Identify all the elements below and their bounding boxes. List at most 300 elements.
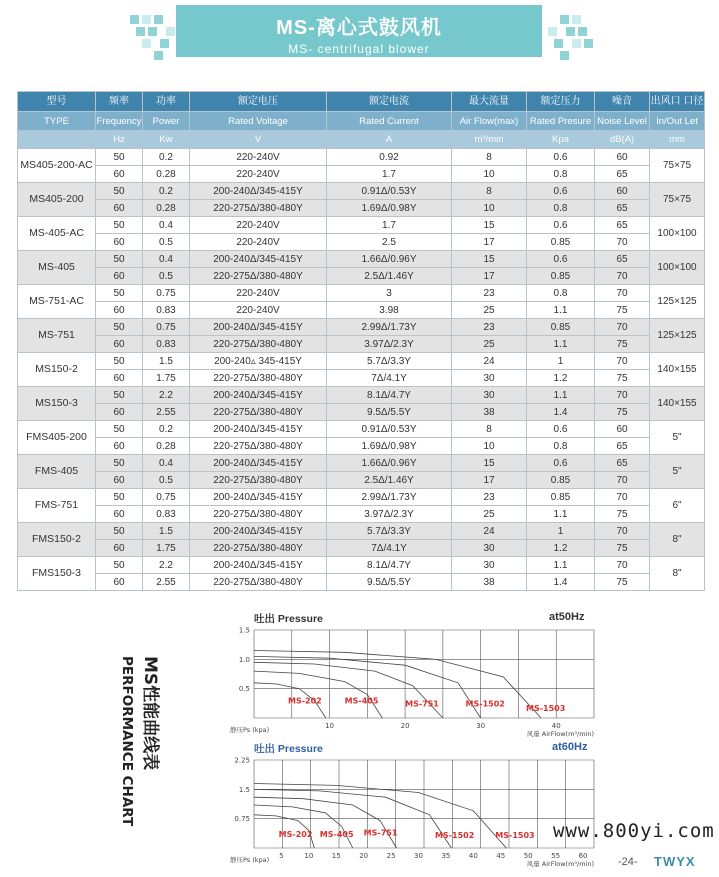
outlet-cell: 8" [650,557,705,591]
y-tick-label: 0.75 [234,815,250,824]
table-row [18,489,705,506]
table-cell: 5.7Δ/3.3Y [327,353,452,370]
table-cell: 17 [452,234,527,251]
model-cell: MS-751 [18,319,96,353]
x-axis-label: 风量 AirFlow(m³/min) [526,860,594,868]
decorative-square [154,51,163,60]
series-curve [254,805,353,848]
table-cell: 8 [452,421,527,438]
table-cell: 50 [96,285,143,302]
decorative-square [578,27,587,36]
table-cell: 0.2 [143,183,190,200]
decorative-square [148,27,157,36]
table-cell: 0.5 [143,234,190,251]
header-cell-en: Rated Presure [527,112,595,131]
header-cell-cn: 额定电压 [190,92,327,112]
table-cell: 220-240V [190,234,327,251]
table-cell: 0.4 [143,455,190,472]
table-cell: 50 [96,353,143,370]
decorative-square [154,15,163,24]
table-cell: 2.99Δ/1.73Y [327,319,452,336]
outlet-cell: 8" [650,523,705,557]
table-cell: 10 [452,438,527,455]
table-cell: 0.8 [527,438,595,455]
outlet-cell: 75×75 [650,149,705,183]
x-tick-label: 30 [414,852,423,860]
table-cell: 0.85 [527,268,595,285]
table-cell: 38 [452,404,527,421]
decorative-square [142,39,151,48]
table-cell: 70 [595,353,650,370]
brand-logo: TWYX [654,854,696,869]
table-cell: 3.98 [327,302,452,319]
table-cell: 60 [96,302,143,319]
table-row [18,370,705,387]
decorative-square [560,51,569,60]
y-tick-label: 0.5 [238,685,250,694]
header-cell-unit: Kpa [527,131,595,149]
model-cell: FMS-405 [18,455,96,489]
table-cell: 0.8 [527,200,595,217]
series-label: MS-405 [344,696,379,706]
table-row [18,217,705,234]
header-cell-unit: A [327,131,452,149]
table-cell: 200-240▵ 345-415Y [190,353,327,370]
table-cell: 1.66Δ/0.96Y [327,455,452,472]
table-row [18,268,705,285]
outlet-cell: 100×100 [650,217,705,251]
decorative-square [160,39,169,48]
table-cell: 0.85 [527,472,595,489]
spec-table-body [18,149,705,591]
table-cell: 220-275Δ/380-480Y [190,506,327,523]
table-cell: 60 [595,149,650,166]
table-cell: 70 [595,489,650,506]
decorative-square [560,15,569,24]
table-cell: 60 [96,472,143,489]
table-cell: 75 [595,336,650,353]
table-cell: 2.5 [327,234,452,251]
table-cell: 50 [96,387,143,404]
table-cell: 0.85 [527,234,595,251]
table-cell: 25 [452,336,527,353]
table-cell: 30 [452,387,527,404]
table-row [18,455,705,472]
table-cell: 70 [595,472,650,489]
x-tick-label: 20 [359,852,369,860]
table-cell: 15 [452,455,527,472]
y-axis-label: 静压Ps (kpa) [230,726,270,734]
table-cell: 0.6 [527,183,595,200]
table-cell: 65 [595,455,650,472]
table-cell: 0.83 [143,302,190,319]
table-cell: 0.75 [143,285,190,302]
table-cell: 15 [452,251,527,268]
table-cell: 70 [595,387,650,404]
table-cell: 60 [96,404,143,421]
header-cell-unit: m³/min [452,131,527,149]
table-cell: 24 [452,353,527,370]
table-cell: 60 [96,506,143,523]
outlet-cell: 75×75 [650,183,705,217]
table-row [18,472,705,489]
chart1-pressure-50hz [228,624,608,744]
table-cell: 70 [595,285,650,302]
table-cell: 0.4 [143,251,190,268]
table-row [18,523,705,540]
header-cell-unit: mm [650,131,705,149]
table-cell: 70 [595,523,650,540]
table-cell: 220-275Δ/380-480Y [190,438,327,455]
model-cell: MS-405-AC [18,217,96,251]
x-tick-label: 15 [331,852,341,860]
series-label: MS-751 [405,699,439,709]
table-cell: 30 [452,557,527,574]
outlet-cell: 125×125 [650,319,705,353]
outlet-cell: 140×155 [650,387,705,421]
table-row [18,574,705,591]
table-row [18,336,705,353]
table-cell: 1.69Δ/0.98Y [327,200,452,217]
table-cell: 1.69Δ/0.98Y [327,438,452,455]
table-cell: 3 [327,285,452,302]
y-tick-label: 1.0 [238,655,250,664]
table-cell: 9.5Δ/5.5Y [327,404,452,421]
table-cell: 2.55 [143,404,190,421]
table-row [18,540,705,557]
x-tick-label: 5 [279,852,284,860]
table-row [18,319,705,336]
y-tick-label: 1.5 [238,626,250,635]
table-cell: 0.6 [527,455,595,472]
table-cell: 0.75 [143,489,190,506]
table-cell: 65 [595,217,650,234]
table-row [18,353,705,370]
table-cell: 1.2 [527,370,595,387]
table-cell: 1.1 [527,506,595,523]
table-cell: 23 [452,285,527,302]
x-tick-label: 20 [400,722,410,730]
series-label: MS-1502 [465,699,505,709]
table-row [18,183,705,200]
table-cell: 50 [96,319,143,336]
table-cell: 1.1 [527,387,595,404]
table-cell: 1.75 [143,540,190,557]
outlet-cell: 125×125 [650,285,705,319]
header-cell-unit: V [190,131,327,149]
header-cell-en: TYPE [18,112,96,131]
header-row-en [18,112,705,131]
table-cell: 50 [96,217,143,234]
table-cell: 17 [452,268,527,285]
table-cell: 2.2 [143,557,190,574]
series-label: MS-1503 [495,830,535,840]
x-tick-label: 50 [523,852,533,860]
table-cell: 0.83 [143,336,190,353]
table-cell: 23 [452,489,527,506]
table-cell: 0.4 [143,217,190,234]
table-cell: 75 [595,574,650,591]
header-cell-cn: 出风口 口径 [650,92,705,112]
decorative-square [142,15,151,24]
table-cell: 0.2 [143,421,190,438]
table-cell: 1.5 [143,523,190,540]
header-cell-cn: 最大流量 [452,92,527,112]
table-row [18,149,705,166]
x-tick-label: 35 [441,852,451,860]
decorative-square [548,27,557,36]
table-cell: 50 [96,183,143,200]
header-cell-en: Noise Level [595,112,650,131]
header-row-cn [18,92,705,112]
page-subtitle: MS- centrifugal blower [288,42,430,56]
model-cell: FMS405-200 [18,421,96,455]
table-cell: 75 [595,506,650,523]
decorative-square [572,15,581,24]
website-url: www.800yi.com [553,820,715,842]
table-cell: 75 [595,404,650,421]
table-row [18,404,705,421]
chart1-frequency: at50Hz [549,611,585,623]
table-cell: 220-240V [190,217,327,234]
chart2-pressure-60hz [228,754,608,874]
outlet-cell: 6" [650,489,705,523]
table-cell: 0.28 [143,438,190,455]
decorative-square [166,27,175,36]
model-cell: MS-405 [18,251,96,285]
table-cell: 30 [452,370,527,387]
table-cell: 65 [595,200,650,217]
outlet-cell: 100×100 [650,251,705,285]
table-cell: 1.1 [527,557,595,574]
x-tick-label: 40 [551,722,561,730]
table-cell: 0.2 [143,149,190,166]
table-cell: 2.5Δ/1.46Y [327,472,452,489]
table-cell: 220-240V [190,149,327,166]
table-cell: 200-240Δ/345-415Y [190,557,327,574]
series-curve [254,797,397,848]
table-cell: 220-240V [190,166,327,183]
series-label: MS-405 [319,830,354,840]
header-cell-en: Air Flow(max) [452,112,527,131]
table-cell: 70 [595,319,650,336]
x-axis-label: 风量 AirFlow(m³/min) [526,730,594,738]
table-cell: 8.1Δ/4.7Y [327,387,452,404]
title-banner [176,5,542,57]
table-cell: 220-275Δ/380-480Y [190,268,327,285]
series-label: MS-202 [288,696,322,706]
decorative-square [584,39,593,48]
table-cell: 220-240V [190,302,327,319]
header-cell-unit: Hz [96,131,143,149]
x-tick-label: 60 [578,852,588,860]
table-cell: 200-240Δ/345-415Y [190,387,327,404]
table-cell: 60 [595,421,650,438]
table-row [18,506,705,523]
table-cell: 60 [96,540,143,557]
table-cell: 60 [96,438,143,455]
table-cell: 200-240Δ/345-415Y [190,421,327,438]
table-cell: 0.6 [527,149,595,166]
table-cell: 60 [595,183,650,200]
table-cell: 0.83 [143,506,190,523]
x-tick-label: 10 [325,722,335,730]
table-row [18,387,705,404]
header-cell-cn: 额定压力 [527,92,595,112]
table-cell: 8 [452,183,527,200]
x-tick-label: 55 [551,852,561,860]
series-label: MS-1503 [526,703,566,713]
model-cell: MS405-200 [18,183,96,217]
table-cell: 50 [96,523,143,540]
table-row [18,285,705,302]
table-cell: 220-275Δ/380-480Y [190,540,327,557]
table-cell: 17 [452,472,527,489]
table-cell: 25 [452,506,527,523]
table-cell: 75 [595,370,650,387]
header-cell-cn: 功率 [143,92,190,112]
table-cell: 0.28 [143,200,190,217]
series-label: MS-751 [363,828,398,838]
table-row [18,421,705,438]
table-cell: 1.66Δ/0.96Y [327,251,452,268]
table-cell: 60 [96,574,143,591]
y-tick-label: 2.25 [234,756,250,765]
table-cell: 1 [527,353,595,370]
table-cell: 220-275Δ/380-480Y [190,574,327,591]
decorative-square [136,27,145,36]
table-cell: 0.91Δ/0.53Y [327,421,452,438]
table-cell: 0.6 [527,217,595,234]
chart1-title: 吐出 Pressure [254,613,323,625]
x-tick-label: 30 [476,722,486,730]
side-title-cn: MS性能曲线表 [140,656,160,771]
header-cell-cn: 频率 [96,92,143,112]
table-cell: 50 [96,455,143,472]
header-cell-en: Power [143,112,190,131]
table-cell: 0.91Δ/0.53Y [327,183,452,200]
table-cell: 220-275Δ/380-480Y [190,200,327,217]
table-cell: 200-240Δ/345-415Y [190,183,327,200]
table-cell: 0.6 [527,251,595,268]
x-tick-label: 10 [304,852,314,860]
series-label: MS-1502 [434,830,475,840]
header-cell-cn: 型号 [18,92,96,112]
table-cell: 1.5 [143,353,190,370]
table-cell: 1.1 [527,336,595,353]
table-row [18,200,705,217]
page-header [0,0,719,78]
table-cell: 200-240Δ/345-415Y [190,251,327,268]
page-number: -24- [618,856,638,868]
header-cell-cn: 额定电流 [327,92,452,112]
table-cell: 60 [96,268,143,285]
outlet-cell: 140×155 [650,353,705,387]
table-cell: 3.97Δ/2.3Y [327,336,452,353]
performance-chart-side-title [117,654,177,844]
chart2-title: 吐出 Pressure [254,743,323,755]
table-cell: 0.85 [527,319,595,336]
table-cell: 220-240V [190,285,327,302]
model-cell: FMS-751 [18,489,96,523]
table-cell: 30 [452,540,527,557]
table-cell: 50 [96,489,143,506]
chart2-frequency: at60Hz [552,741,588,753]
table-cell: 2.5Δ/1.46Y [327,268,452,285]
table-cell: 10 [452,166,527,183]
table-cell: 220-275Δ/380-480Y [190,404,327,421]
table-cell: 5.7Δ/3.3Y [327,523,452,540]
table-cell: 9.5Δ/5.5Y [327,574,452,591]
decorative-square [554,39,563,48]
table-cell: 0.75 [143,319,190,336]
table-cell: 0.8 [527,166,595,183]
table-cell: 220-275Δ/380-480Y [190,370,327,387]
table-cell: 65 [595,251,650,268]
table-cell: 220-275Δ/380-480Y [190,472,327,489]
table-cell: 65 [595,438,650,455]
page-title: MS-离心式鼓风机 [276,17,442,39]
table-cell: 2.55 [143,574,190,591]
table-cell: 2.99Δ/1.73Y [327,489,452,506]
header-cell-en: Frequency [96,112,143,131]
y-axis-label: 静压Ps (kpa) [230,856,270,864]
table-cell: 25 [452,302,527,319]
table-cell: 70 [595,234,650,251]
table-cell: 60 [96,336,143,353]
header-cell-unit [18,131,96,149]
table-cell: 1.4 [527,404,595,421]
x-tick-label: 25 [386,852,396,860]
table-cell: 8.1Δ/4.7Y [327,557,452,574]
table-cell: 0.5 [143,268,190,285]
table-cell: 2.2 [143,387,190,404]
table-cell: 8 [452,149,527,166]
table-cell: 200-240Δ/345-415Y [190,489,327,506]
decorative-square [130,15,139,24]
table-cell: 15 [452,217,527,234]
series-label: MS-202 [278,830,313,840]
model-cell: MS150-3 [18,387,96,421]
table-cell: 7Δ/4.1Y [327,540,452,557]
table-cell: 200-240Δ/345-415Y [190,523,327,540]
y-tick-label: 1.5 [238,785,250,794]
model-cell: MS405-200-AC [18,149,96,183]
spec-table [17,91,705,591]
table-cell: 0.28 [143,166,190,183]
table-row [18,438,705,455]
table-cell: 0.92 [327,149,452,166]
table-cell: 50 [96,149,143,166]
table-cell: 0.5 [143,472,190,489]
table-cell: 24 [452,523,527,540]
table-cell: 1 [527,523,595,540]
table-cell: 200-240Δ/345-415Y [190,319,327,336]
table-cell: 65 [595,166,650,183]
table-row [18,302,705,319]
table-cell: 60 [96,370,143,387]
header-row-units [18,131,705,149]
table-cell: 75 [595,540,650,557]
table-cell: 0.85 [527,489,595,506]
table-cell: 70 [595,268,650,285]
table-cell: 50 [96,251,143,268]
table-cell: 23 [452,319,527,336]
table-cell: 75 [595,302,650,319]
header-cell-unit: Kw [143,131,190,149]
table-cell: 70 [595,557,650,574]
table-cell: 60 [96,200,143,217]
